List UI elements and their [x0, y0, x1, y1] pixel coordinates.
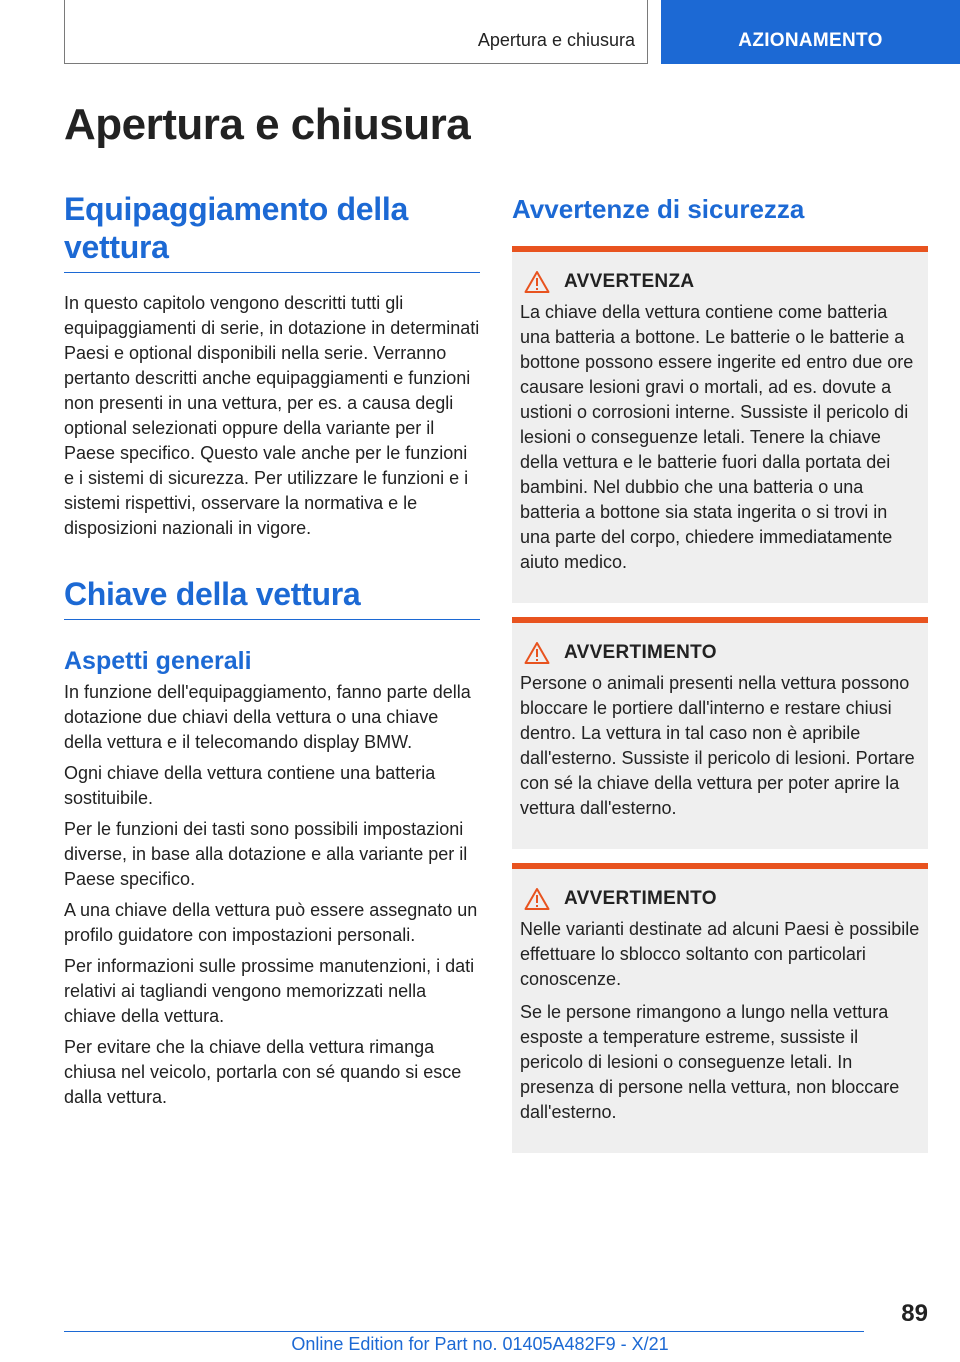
equipment-text: In questo capitolo vengono descritti tutti gli equipaggiamenti di serie, in dotazione in determinati Paesi e optional disponibili nella serie. Verranno pertanto descritti anche equipaggiamenti e funzioni non presenti in una vettura, per es. a causa degli optional selezionati oppure della variante per il Paese specifico. Questo vale anche per le funzioni e i sistemi di sicurezza. Per utilizzare le funzioni e i sistemi rispettivi, osservare la normativa e le disposizioni nazionali in vigore.: [64, 293, 480, 538]
right-column: [512, 190, 928, 1167]
warning-header: [520, 270, 922, 294]
paragraph: In funzione dell'equipaggiamento, fanno parte della dotazione due chiavi della vettura o una chiave della vettura e il telecomando display BMW.: [64, 682, 471, 752]
warning-box: [512, 246, 928, 603]
warning-text: Se le persone rimangono a lungo nella vettura esposte a temperature estreme, sussiste il pericolo di lesioni o conseguenze letali. In presenza di persone nella vettura, non bloccare dall'esterno.: [520, 1002, 900, 1122]
warning-text: La chiave della vettura contiene come batteria una batteria a bottone. Le batterie o le batterie a bottone possono essere ingerite ed entro due ore causare lesioni gravi o mortali, ad es. dovute a ustioni o corrosioni interne. Sussiste il pericolo di lesioni o conseguenze letali. Tenere la chiave della vettura e le batterie fuori dalla portata dei bambini. Nel dubbio che una batteria o una batteria a bottone sia stata ingerita o si trovi in una parte del corpo, chiedere immediatamente aiuto medico.: [520, 302, 914, 572]
safety-heading: Avvertenze di sicurezza: [512, 194, 805, 224]
warning-title: AVVERTIMENTO: [564, 642, 717, 663]
warning-text: Persone o animali presenti nella vettura possono bloccare le portiere dall'interno e restare chiusi dentro. La vettura in tal caso non è apribile dall'esterno. Sussiste il pericolo di lesioni. Portare con sé la chiave della vettura per poter aprire la vettura dall'esterno.: [520, 673, 915, 818]
warning-box: [512, 863, 928, 1153]
header-chapter-tab[interactable]: [661, 0, 960, 64]
paragraph: Ogni chiave della vettura contiene una batteria sostituibile.: [64, 763, 436, 808]
page-title: Apertura e chiusura: [64, 100, 471, 149]
paragraph: Per informazioni sulle prossime manutenzioni, i dati relativi ai tagliandi vengono memorizzati nella chiave della vettura.: [64, 956, 475, 1026]
header-section-title: Apertura e chiusura: [477, 30, 635, 50]
warning-text: Nelle varianti destinate ad alcuni Paesi è possibile effettuare lo sblocco soltanto con particolari conoscenze.: [520, 919, 920, 989]
header-section-box: [64, 0, 648, 64]
equipment-heading: Equipaggiamento della vettura: [64, 190, 480, 273]
warning-header: [520, 887, 922, 911]
paragraph: A una chiave della vettura può essere assegnato un profilo guidatore con impostazioni personali.: [64, 900, 478, 945]
page-number: 89: [901, 1300, 928, 1327]
paragraph: Per evitare che la chiave della vettura rimanga chiusa nel veicolo, portarla con sé quando si esce dalla vettura.: [64, 1037, 462, 1107]
warning-header: [520, 641, 922, 665]
paragraph: Per le funzioni dei tasti sono possibili impostazioni diverse, in base alla dotazione e alla variante per il Paese specifico.: [64, 819, 468, 889]
warning-triangle-icon: [524, 270, 550, 294]
warning-box: [512, 617, 928, 849]
warning-triangle-icon: [524, 641, 550, 665]
key-heading: Chiave della vettura: [64, 575, 480, 620]
warning-triangle-icon: [524, 887, 550, 911]
header-chapter-label: AZIONAMENTO: [738, 30, 883, 51]
warning-title: AVVERTIMENTO: [564, 888, 717, 909]
general-heading: Aspetti generali: [64, 647, 252, 675]
left-column: [64, 190, 480, 1116]
footer-divider: [64, 1331, 864, 1332]
footer-edition: Online Edition for Part no. 01405A482F9 - X/21: [291, 1334, 669, 1354]
warning-title: AVVERTENZA: [564, 271, 695, 292]
